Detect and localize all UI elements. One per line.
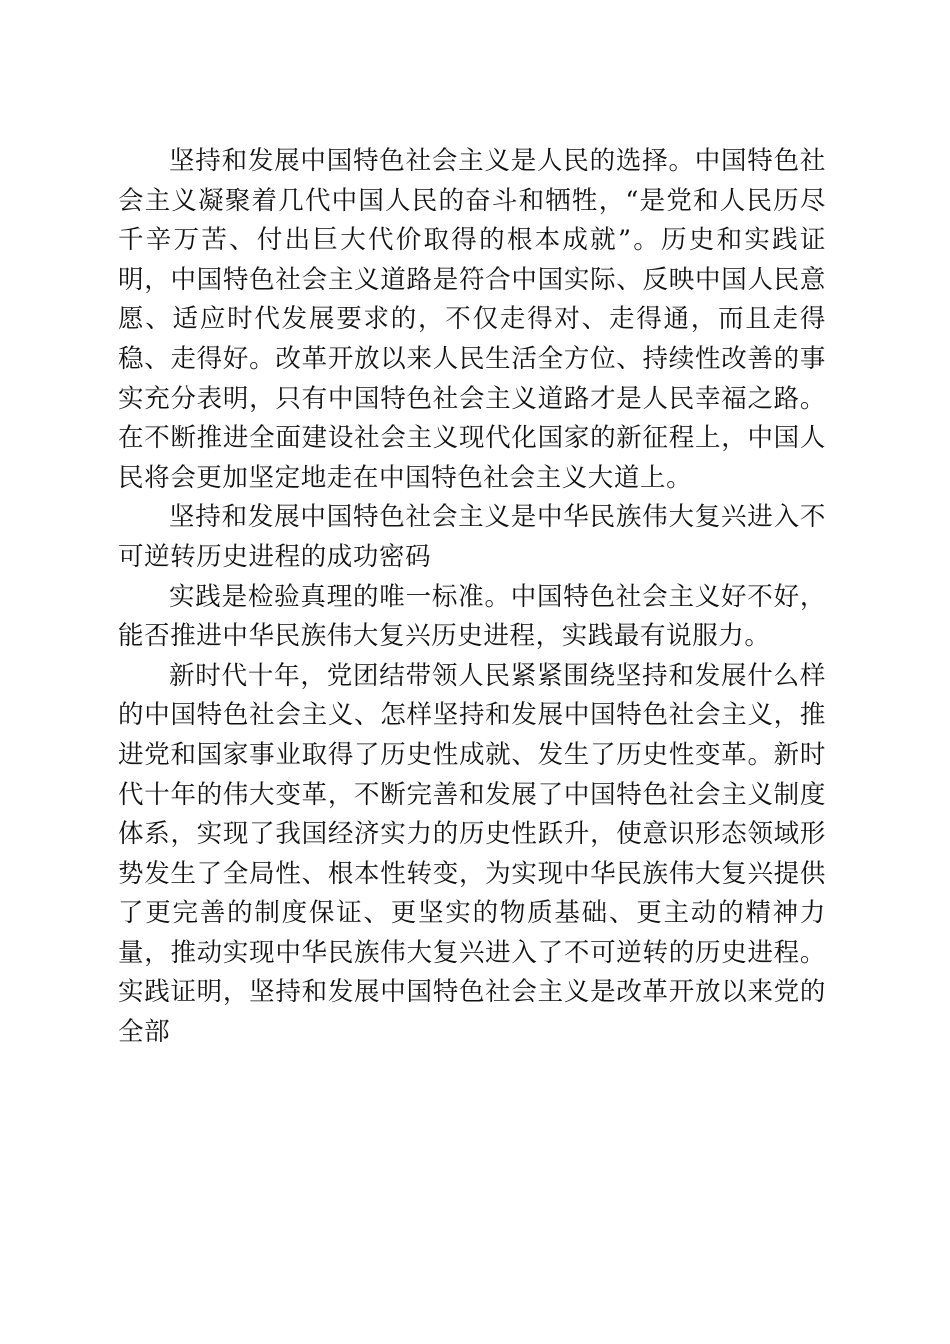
section-heading: 坚持和发展中国特色社会主义是中华民族伟大复兴进入不可逆转历史进程的成功密码: [118, 502, 826, 572]
paragraph-practice-standard: 实践是检验真理的唯一标准。中国特色社会主义好不好，能否推进中华民族伟大复兴历史进程，实践最有说服力。: [118, 581, 826, 652]
paragraph-new-era: 新时代十年，党团结带领人民紧紧围绕坚持和发展什么样的中国特色社会主义、怎样坚持和发展中国特色社会主义，推进党和国家事业取得了历史性成就、发生了历史性变革。新时代十年的伟大变革，不断完善和发展了中国特色社会主义制度体系，实现了我国经济实力的历史性跃升，使意识形态领域形势发生了全局性、根本性转变，为实现中华民族伟大复兴提供了更完善的制度保证、更坚实的物质基础、更主动的精神力量，推动实现中华民族伟大复兴进入了不可逆转的历史进程。实践证明，坚持和发展中国特色社会主义是改革开放以来党的全部: [118, 660, 826, 1048]
document-page: [118, 142, 826, 1053]
paragraph-people-choice: 坚持和发展中国特色社会主义是人民的选择。中国特色社会主义凝聚着几代中国人民的奋斗和牺牲，“是党和人民历尽千辛万苦、付出巨大代价取得的根本成就”。历史和实践证明，中国特色社会主义道路是符合中国实际、反映中国人民意愿、适应时代发展要求的，不仅走得对、走得通，而且走得稳、走得好。改革开放以来人民生活全方位、持续性改善的事实充分表明，只有中国特色社会主义道路才是人民幸福之路。在不断推进全面建设社会主义现代化国家的新征程上，中国人民将会更加坚定地走在中国特色社会主义大道上。: [118, 146, 826, 493]
